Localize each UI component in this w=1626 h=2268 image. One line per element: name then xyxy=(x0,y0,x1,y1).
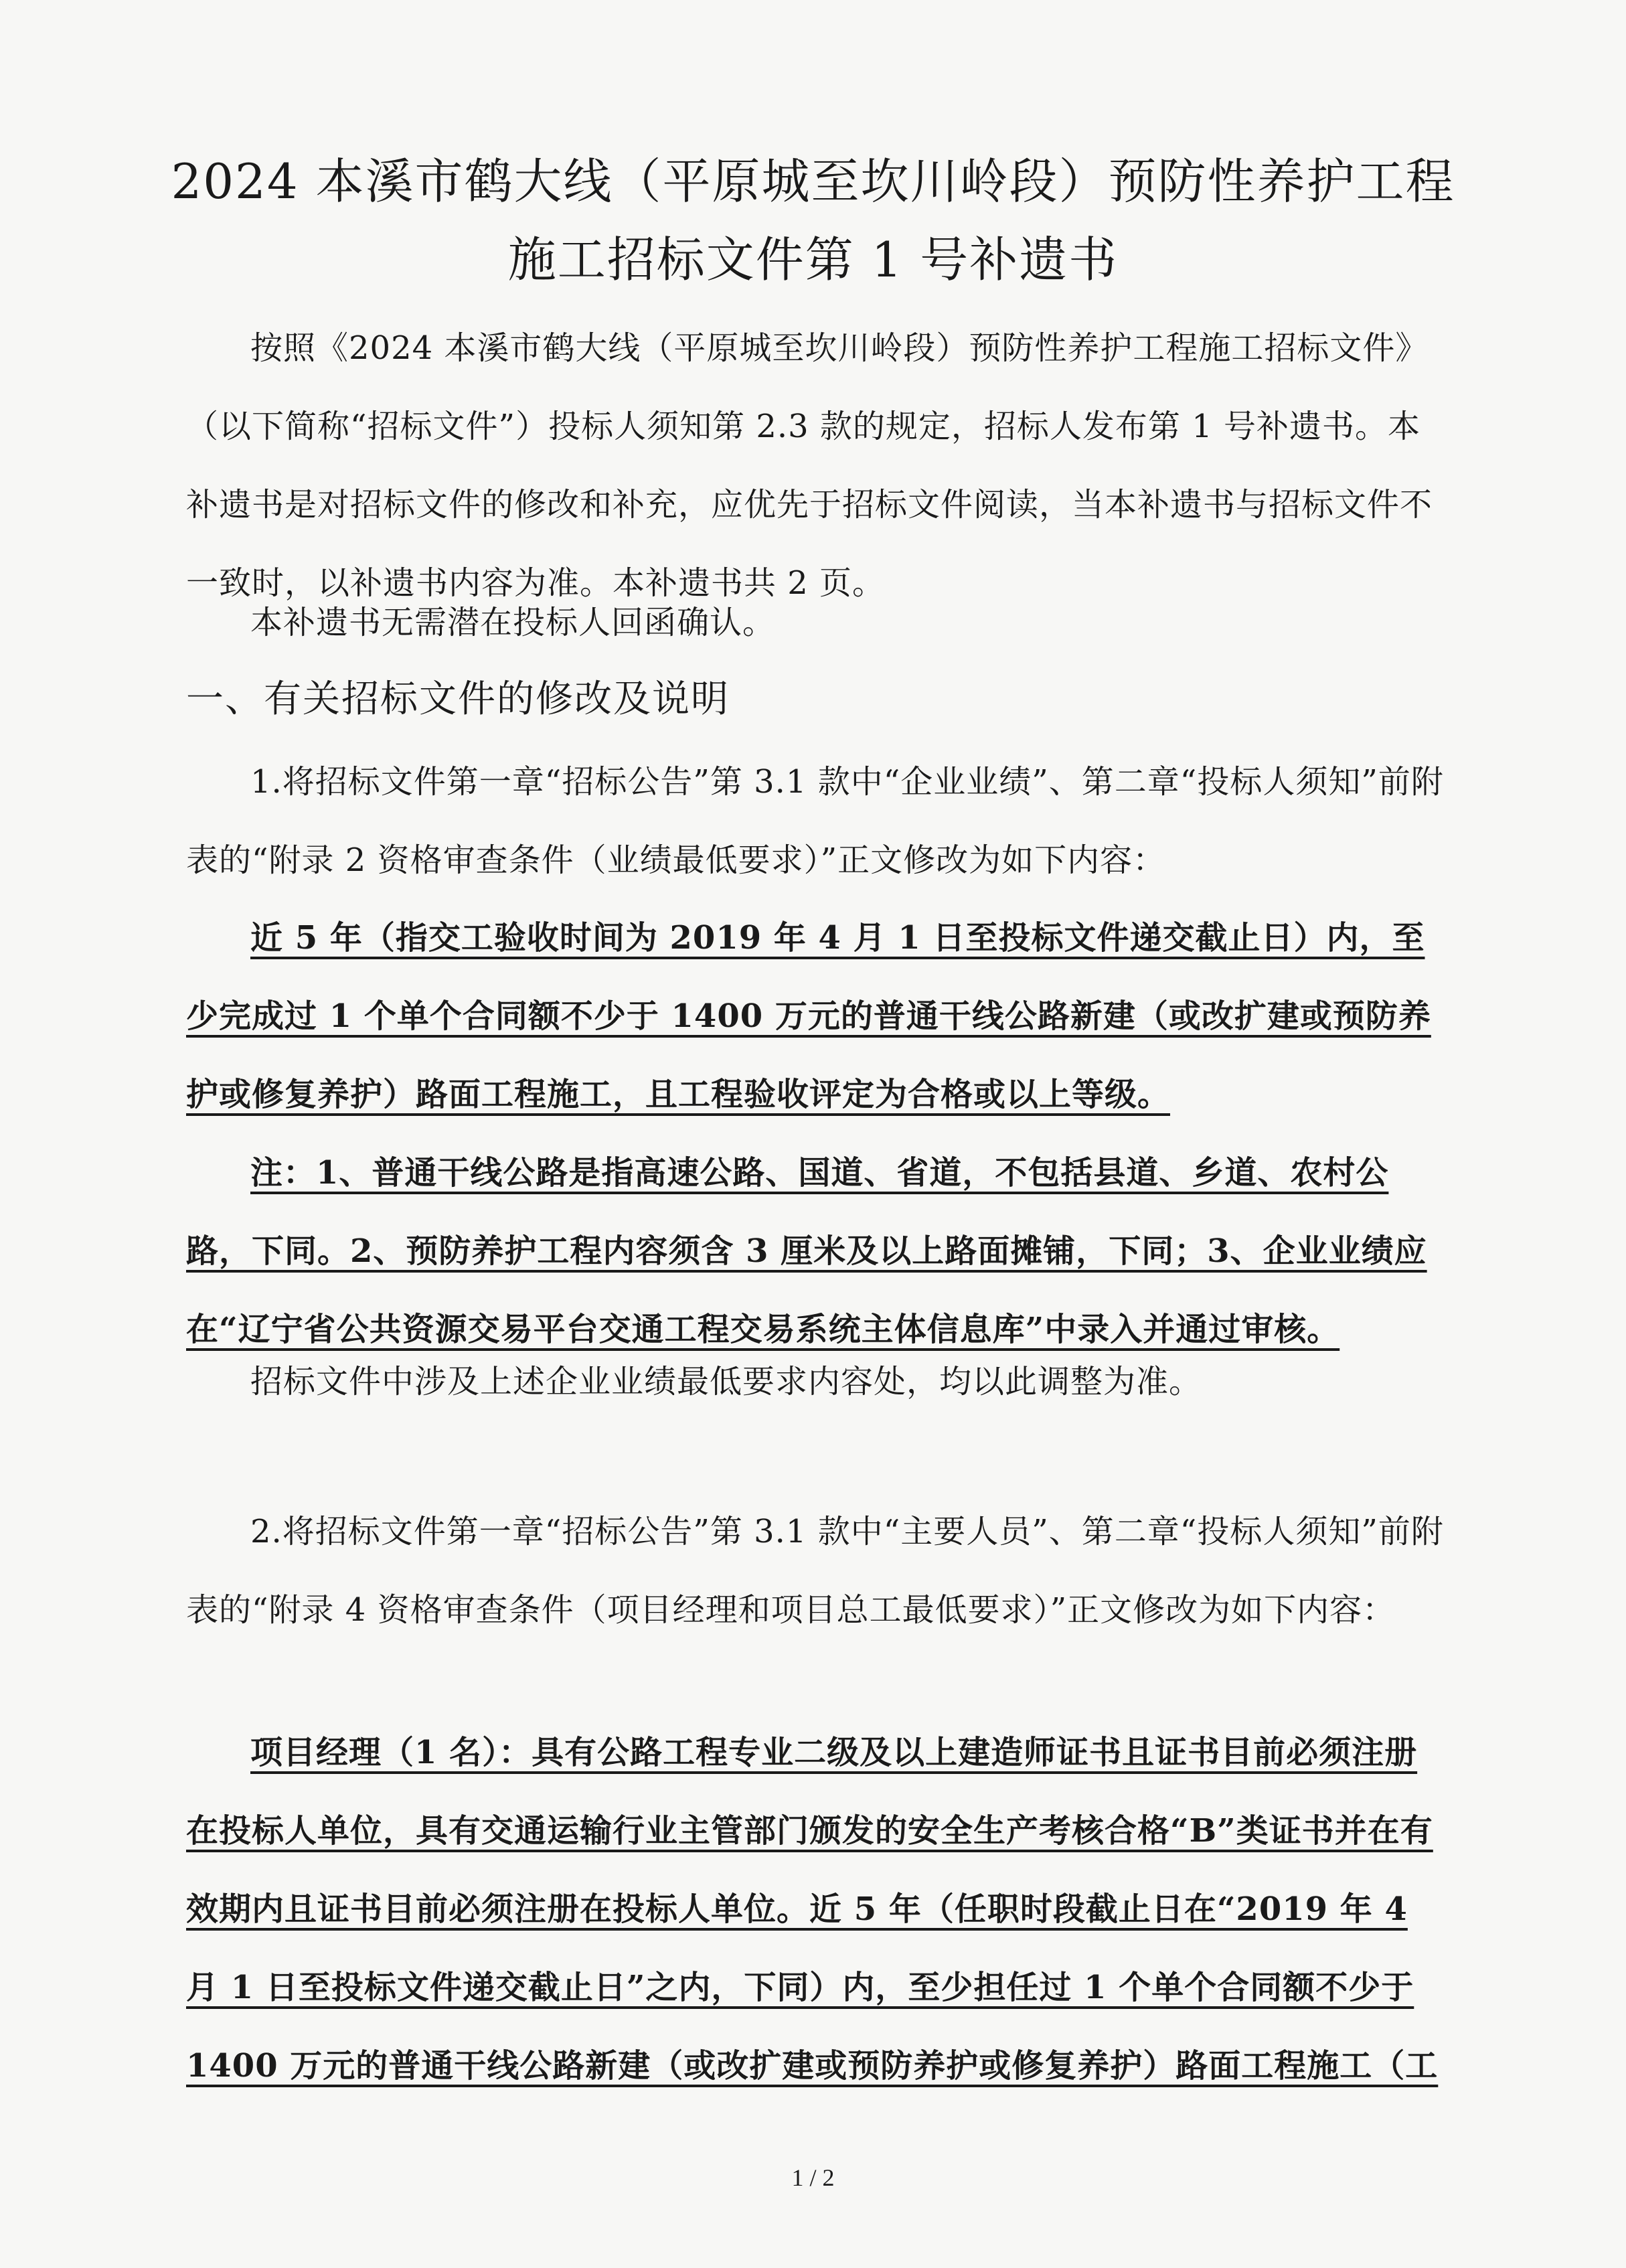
document-title-line2: 施工招标文件第 1 号补遗书 xyxy=(507,232,1119,288)
intro-confirmation-note: 本补遗书无需潜在投标人回函确认。 xyxy=(250,604,776,641)
item1-requirement-text: 近 5 年（指交工验收时间为 2019 年 4 月 1 日至投标文件递交截止日）内，至少完成过 1 个单个合同额不少于 1400 万元的普通干线公路新建（或改扩建或预防养护或修复养护）路面工程施工，且工程验收评定为合格或以上等级。 xyxy=(186,919,1431,1113)
item1-closing: 招标文件中涉及上述企业业绩最低要求内容处，均以此调整为准。 xyxy=(250,1363,1202,1400)
item2-requirement xyxy=(186,1714,1445,2105)
intro-paragraph: 按照《2024 本溪市鹤大线（平原城至坎川岭段）预防性养护工程施工招标文件》（以下简称“招标文件”）投标人须知第 2.3 款的规定，招标人发布第 1 号补遗书。本补遗书是对招标文件的修改和补充，应优先于招标文件阅读，当本补遗书与招标文件不一致时，以补遗书内容为准。本补遗书共 2 页。 xyxy=(186,329,1433,602)
section-heading: 一、有关招标文件的修改及说明 xyxy=(186,677,730,721)
item1-note xyxy=(186,1134,1445,1369)
document-title-line1: 2024 本溪市鹤大线（平原城至坎川岭段）预防性养护工程 xyxy=(171,153,1455,210)
item2-intro: 2.将招标文件第一章“招标公告”第 3.1 款中“主要人员”、第二章“投标人须知”前附表的“附录 4 资格审查条件（项目经理和项目总工最低要求）”正文修改为如下内容： xyxy=(186,1513,1444,1629)
item1-note-text: 注：1、普通干线公路是指高速公路、国道、省道，不包括县道、乡道、农村公路，下同。2、预防养护工程内容须含 3 厘米及以上路面摊铺，下同；3、企业业绩应在“辽宁省公共资源交易平台交通工程交易系统主体信息库”中录入并通过审核。 xyxy=(186,1154,1427,1348)
item1-intro: 1.将招标文件第一章“招标公告”第 3.1 款中“企业业绩”、第二章“投标人须知”前附表的“附录 2 资格审查条件（业绩最低要求）”正文修改为如下内容： xyxy=(186,763,1444,879)
item1-requirement xyxy=(186,899,1445,1134)
page-number: 1 / 2 xyxy=(791,2164,835,2191)
item2-requirement-text: 项目经理（1 名）：具有公路工程专业二级及以上建造师证书且证书目前必须注册在投标人单位，具有交通运输行业主管部门颁发的安全生产考核合格“B”类证书并在有效期内且证书目前必须注册在投标人单位。近 5 年（任职时段截止日在“2019 年 4 月 1 日至投标文件递交截止日”之内，下同）内，至少担任过 1 个单个合同额不少于 1400 万元的普通干线公路新建（或改扩建或预防养护或修复养护）路面工程施工（工 xyxy=(186,1734,1439,2085)
